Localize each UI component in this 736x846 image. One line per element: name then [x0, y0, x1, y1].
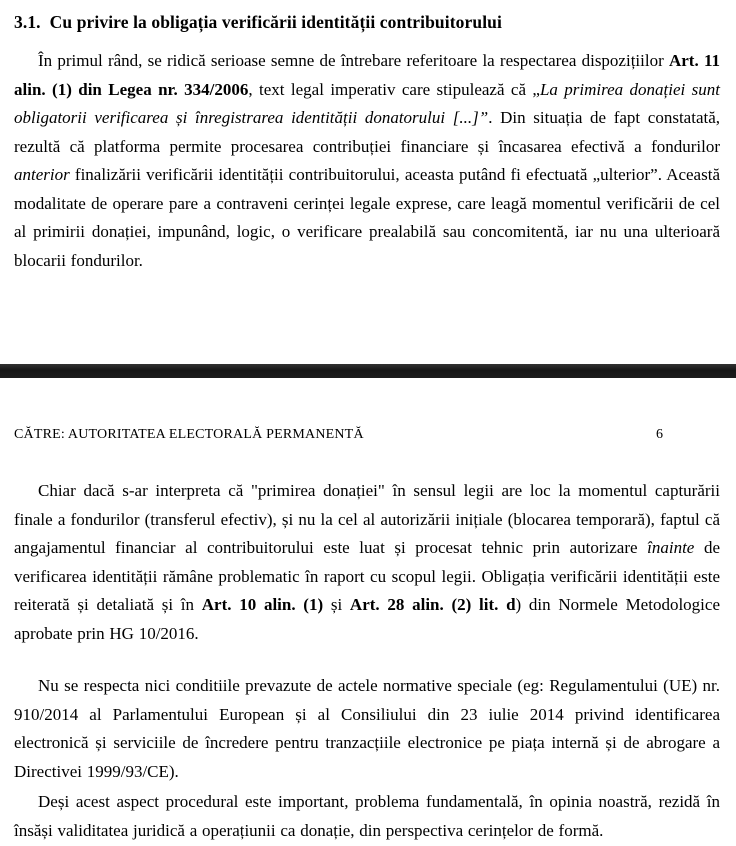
section-title: Cu privire la obligația verificării identității contribuitorului [49, 12, 502, 32]
paragraph-eu-regulation: Nu se respecta nici conditiile prevazute de actele normative speciale (eg: Regulamentului (UE) nr. 910/2014 al Parlamentului European și al Consiliului din 23 iulie 2014 privind identificarea electronică și serviciile de încredere pentru tranzacțiile electronice pe piața internă și de abrogare a Directivei 1999/93/CE). [14, 676, 720, 781]
paragraph-page5-body: În primul rând, se ridică serioase semne de întrebare referitoare la respectarea dispozițiilor Art. 11 alin. (1) din Legea nr. 334/2006, text legal imperativ care stipulează că „La primirea donației sunt obligatorii verificarea și înregistrarea identității donatorului [...]”. Din situația de fapt constatată, rezultă că platforma permite procesarea contribuției financiare și încasarea efectivă a fondurilor anterior finalizării verificării identității contribuitorului, aceasta putând fi efectuată „ulterior”. Această modalitate de operare pare a contraveni cerinței legale exprese, care leagă momentul verificării de cel al primirii donației, impunând, logic, o verificare prealabilă sau concomitentă, iar nu una ulterioară blocarii fondurilor. [14, 51, 721, 270]
running-header [14, 426, 720, 444]
running-header-title: CĂTRE: AUTORITATEA ELECTORALĂ PERMANENTĂ [14, 427, 364, 442]
paragraph-interpretation: Chiar dacă s-ar interpreta că "primirea donației" în sensul legii are loc la momentul capturării finale a fondurilor (transferul efectiv), și nu la cel al autorizării inițiale (blocarea temporară), faptul că angajamentul financiar al contribuitorului este luat și procesat tehnic prin autorizare înainte de verificarea identității rămâne problematic în raport cu scopul legii. Obligația verificării identității este reiterată și detaliată și în Art. 10 alin. (1) și Art. 28 alin. (2) lit. d) din Normele Metodologice aprobate prin HG 10/2016. [14, 481, 720, 643]
section-heading [14, 10, 720, 34]
section-number: 3.1. [14, 12, 41, 32]
page-break-bar [0, 364, 736, 378]
page-number: 6 [656, 427, 663, 442]
paragraph-conclusion: Deși acest aspect procedural este important, problema fundamentală, în opinia noastră, rezidă în însăși validitatea juridică a operațiunii ca donație, din perspectiva cerințelor de formă. [14, 792, 720, 840]
